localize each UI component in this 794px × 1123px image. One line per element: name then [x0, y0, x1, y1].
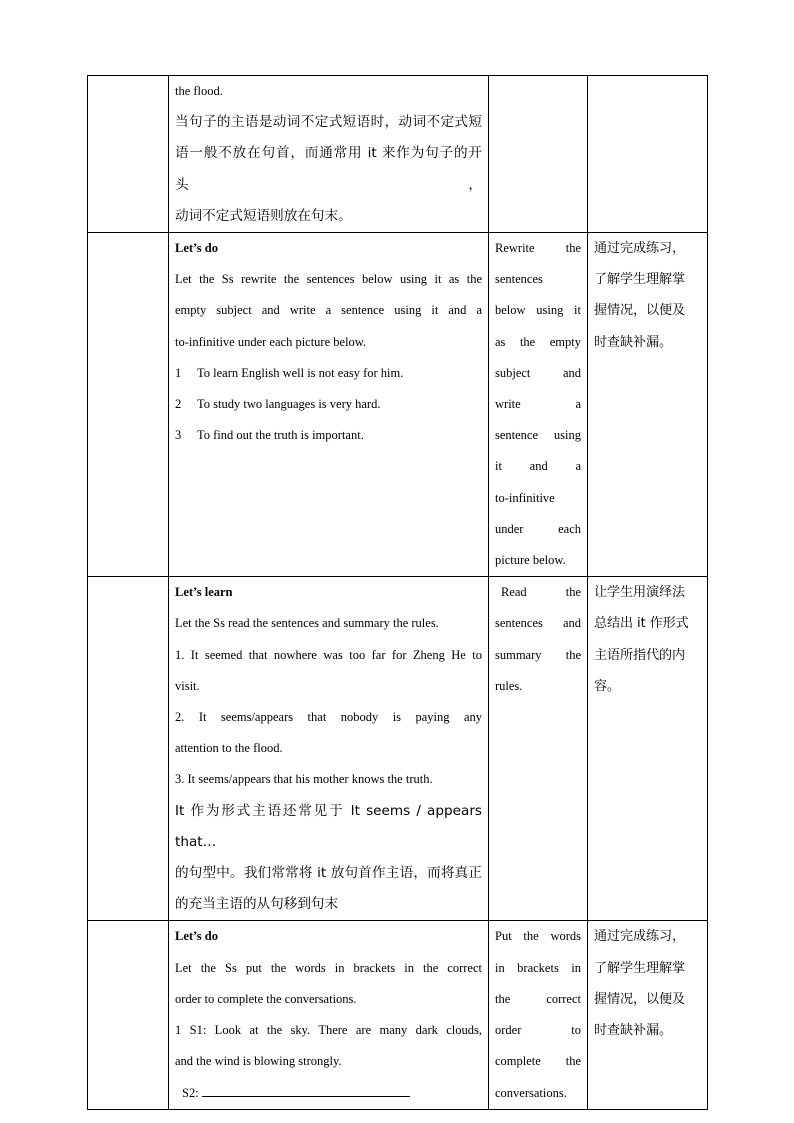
- student-activity-cell: [489, 577, 588, 921]
- text-line: Let the Ss read the sentences and summary the rules.: [175, 616, 439, 631]
- stage-cell: [88, 76, 169, 233]
- text-line: 时查缺补漏。: [594, 1023, 672, 1039]
- stage-cell: [88, 577, 169, 921]
- text-line: under each: [495, 521, 581, 536]
- text-line: summary the: [495, 647, 581, 662]
- text-line: 的句型中。我们常常将 it 放句首作主语，而将真正: [175, 865, 482, 882]
- text-line: 1. It seemed that nowhere was too far for Zheng He to: [175, 647, 482, 662]
- stage-cell: [88, 233, 169, 577]
- text-line: in brackets in: [495, 960, 581, 975]
- activity-cell: [169, 76, 489, 233]
- text-line: 让学生用演绎法: [594, 585, 685, 601]
- purpose-cell: [588, 921, 708, 1109]
- answer-blank[interactable]: [202, 1084, 410, 1096]
- text-line: empty subject and write a sentence using it and a: [175, 303, 482, 318]
- text-line: Let the Ss put the words in brackets in the correct: [175, 960, 482, 975]
- stage-cell: [88, 921, 169, 1109]
- student-activity-cell: [489, 76, 588, 233]
- text-line: visit.: [175, 678, 200, 693]
- text-line: subject and: [495, 365, 581, 380]
- text-line: Let the Ss rewrite the sentences below using it as the: [175, 272, 482, 287]
- text-line: order to complete the conversations.: [175, 991, 357, 1006]
- purpose-cell: [588, 76, 708, 233]
- text-line: as the empty: [495, 334, 581, 349]
- item-text: To learn English well is not easy for him.: [197, 365, 404, 380]
- text-line: sentence using: [495, 428, 581, 443]
- text-line: 握情况，以便及: [594, 991, 685, 1007]
- text-line: the flood.: [175, 84, 223, 98]
- text-line: 动词不定式短语则放在句末。: [175, 207, 352, 224]
- table-row: [88, 577, 708, 921]
- text-line: Put the words: [495, 929, 581, 944]
- text-line: 通过完成练习，: [594, 241, 685, 257]
- text-line: 主语所指代的内: [594, 647, 685, 663]
- text-line: below using it: [495, 303, 581, 318]
- text-line: 握情况，以便及: [594, 303, 685, 319]
- lesson-plan-table: [87, 75, 708, 1110]
- text-line: to-infinitive: [495, 490, 555, 505]
- text-line: order to: [495, 1023, 581, 1038]
- text-line: 容。: [594, 678, 620, 694]
- purpose-cell: [588, 233, 708, 577]
- list-item: [175, 358, 482, 389]
- text-line: complete the: [495, 1054, 581, 1069]
- text-line: 当句子的主语是动词不定式短语时，动词不定式短: [175, 114, 482, 131]
- text-line: and the wind is blowing strongly.: [175, 1054, 342, 1069]
- text-line: It 作为形式主语还常见于 It seems / appears that…: [175, 802, 482, 850]
- text-line: 的充当主语的从句移到句末: [175, 896, 339, 913]
- text-line: conversations.: [495, 1085, 567, 1100]
- text-line: 通过完成练习，: [594, 929, 685, 945]
- answer-line: [175, 1078, 482, 1109]
- activity-cell: [169, 921, 489, 1109]
- text-line: Read the: [501, 585, 581, 600]
- table-row: [88, 76, 708, 233]
- activity-cell: [169, 577, 489, 921]
- text-line: 时查缺补漏。: [594, 334, 672, 350]
- list-item: [175, 420, 482, 451]
- text-line: 了解学生理解掌: [594, 960, 685, 976]
- item-number: 3: [175, 428, 182, 443]
- text-line: 2. It seems/appears that nobody is paying any: [175, 710, 482, 725]
- student-activity-cell: [489, 921, 588, 1109]
- student-activity-cell: [489, 233, 588, 577]
- text-line: attention to the flood.: [175, 741, 283, 756]
- text-line: picture below.: [495, 553, 566, 568]
- section-heading: Let’s do: [175, 241, 218, 256]
- text-line: 总结出 it 作形式: [594, 616, 689, 632]
- list-item: [175, 389, 482, 420]
- text-line: 了解学生理解掌: [594, 272, 685, 288]
- table-row: [88, 233, 708, 577]
- text-line: 1 S1: Look at the sky. There are many dark clouds,: [175, 1023, 482, 1038]
- text-line: write a: [495, 397, 581, 412]
- section-heading: Let’s learn: [175, 585, 233, 600]
- item-text: To study two languages is very hard.: [197, 397, 381, 412]
- text-line: sentences: [495, 272, 543, 287]
- text-line: to-infinitive under each picture below.: [175, 334, 367, 349]
- text-line: sentences and: [495, 616, 581, 631]
- text-line: it and a: [495, 459, 581, 474]
- activity-cell: [169, 233, 489, 577]
- section-heading: Let’s do: [175, 929, 218, 944]
- text-line: rules.: [495, 678, 523, 693]
- text-line: Rewrite the: [495, 241, 581, 256]
- item-number: 2: [175, 397, 182, 412]
- text-line: 3. It seems/appears that his mother knows the truth.: [175, 772, 433, 787]
- text-line: 语一般不放在句首，而通常用 it 来作为句子的开头，: [175, 145, 482, 193]
- table-row: [88, 921, 708, 1109]
- speaker-label: S2:: [182, 1085, 199, 1100]
- purpose-cell: [588, 577, 708, 921]
- item-text: To find out the truth is important.: [197, 428, 364, 443]
- item-number: 1: [175, 365, 182, 380]
- text-line: the correct: [495, 991, 581, 1006]
